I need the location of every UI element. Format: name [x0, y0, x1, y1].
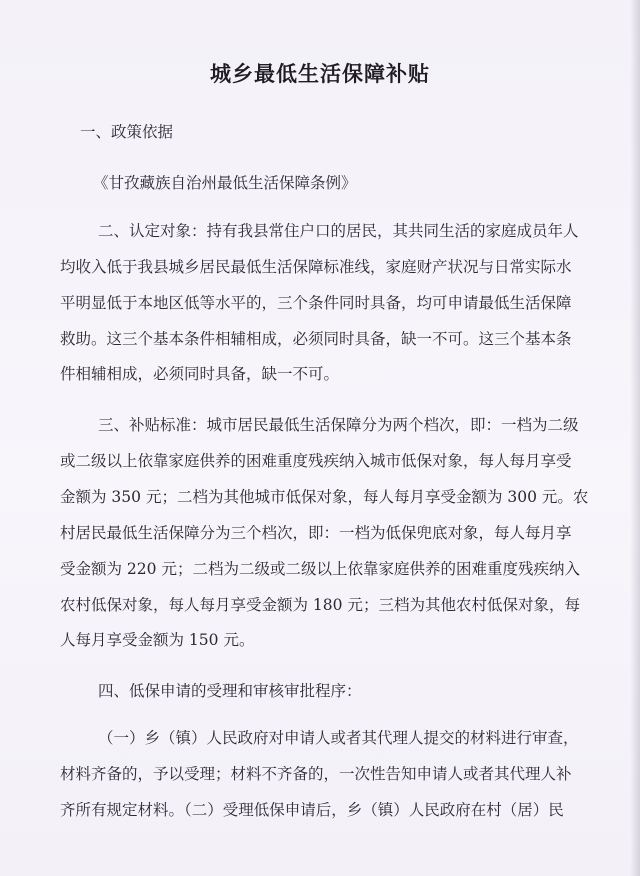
section-2-line: 救助。这三个基本条件相辅相成，必须同时具备，缺一不可。这三个基本条 — [60, 330, 572, 348]
section-3-line: 三、补贴标准：城市居民最低生活保障分为两个档次，即：一档为二级 — [98, 416, 579, 434]
section-2-line: 二、认定对象：持有我县常住户口的居民，其共同生活的家庭成员年人 — [98, 222, 579, 240]
section-3-line: 村居民最低生活保障分为三个档次，即：一档为低保兜底对象，每人每月享 — [60, 524, 572, 542]
section-2-line: 均收入低于我县城乡居民最低生活保障标准线，家庭财产状况与日常实际水 — [60, 258, 572, 276]
section-1-heading: 一、政策依据 — [80, 123, 174, 141]
section-3-line: 人每月享受金额为 150 元。 — [60, 631, 255, 649]
section-4-line: （一）乡（镇）人民政府对申请人或者其代理人提交的材料进行审查， — [98, 729, 579, 747]
page-edge-shadow — [630, 0, 640, 876]
section-3-line: 受金额为 220 元；二档为二级或二级以上依靠家庭供养的困难重度残疾纳入 — [60, 560, 580, 578]
section-4-line: 齐所有规定材料。（二）受理低保申请后，乡（镇）人民政府在村（居）民 — [60, 801, 564, 819]
section-3-line: 或二级以上依靠家庭供养的困难重度残疾纳入城市低保对象，每人每月享受 — [60, 452, 572, 470]
section-4-line: 材料齐备的，予以受理；材料不齐备的，一次性告知申请人或者其代理人补 — [60, 765, 572, 783]
section-2-line: 平明显低于本地区低等水平的，三个条件同时具备，均可申请最低生活保障 — [60, 294, 572, 312]
section-3-line: 金额为 350 元；二档为其他城市低保对象，每人每月享受金额为 300 元。农 — [60, 488, 589, 506]
section-3-line: 农村低保对象，每人每月享受金额为 180 元；三档为其他农村低保对象，每 — [60, 596, 580, 614]
document-title: 城乡最低生活保障补贴 — [210, 62, 430, 86]
section-2-line: 件相辅相成，必须同时具备，缺一不可。 — [60, 365, 340, 383]
section-1-reference: 《甘孜藏族自治州最低生活保障条例》 — [93, 174, 357, 192]
section-4-heading: 四、低保申请的受理和审核审批程序： — [98, 682, 362, 700]
